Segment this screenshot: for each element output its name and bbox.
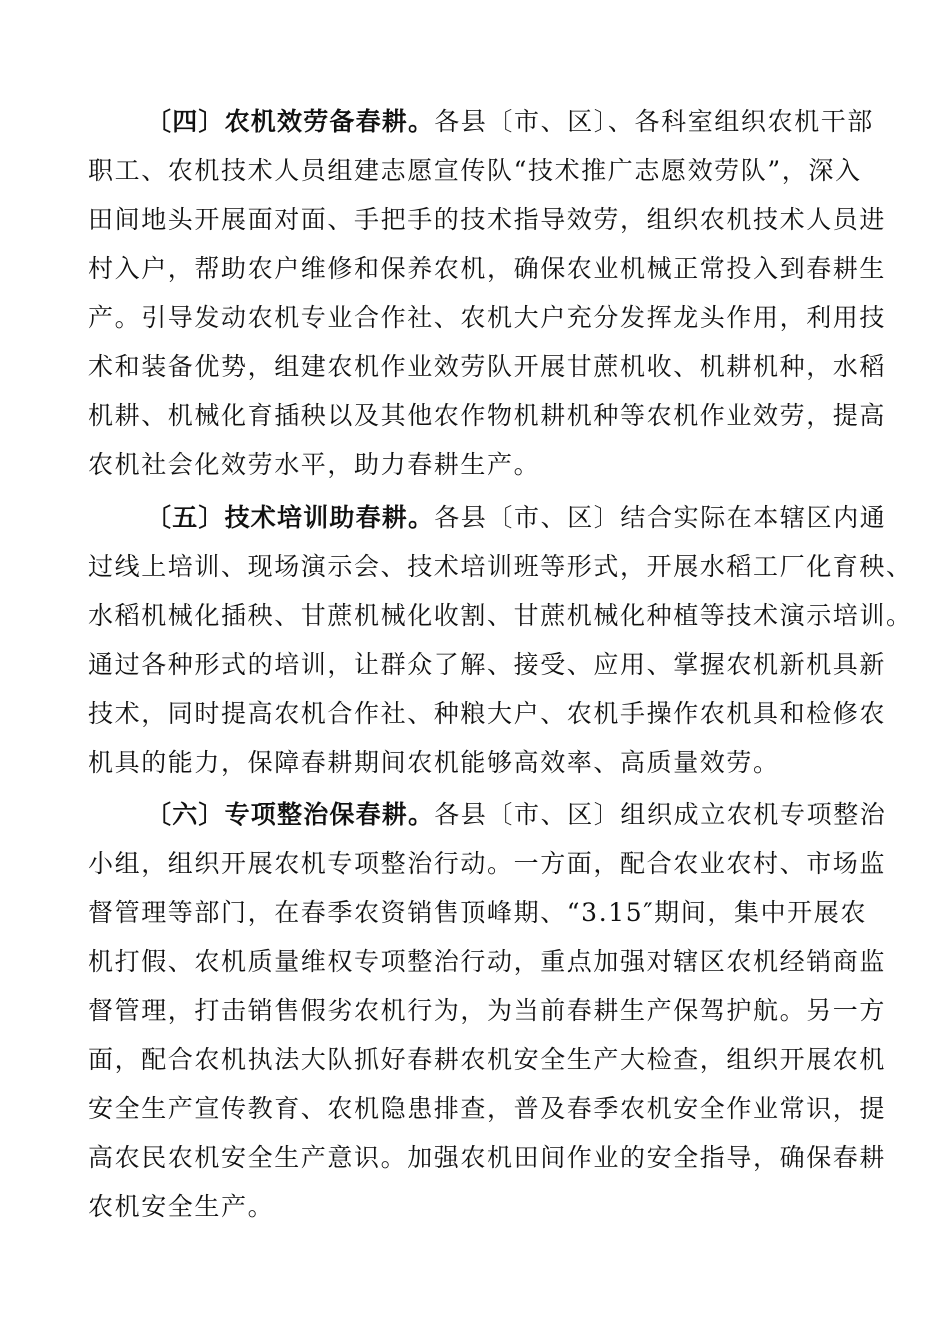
paragraph-5-line-1-text: 各县〔市、区〕结合实际在本辖区内通: [434, 503, 887, 532]
paragraph-5-line-6: 机具的能力，保障春耕期间农机能够高效率、高质量效劳。: [88, 748, 780, 777]
paragraph-4-line-3: 田间地头开展面对面、手把手的技术指导效劳，组织农机技术人员进: [88, 205, 887, 234]
paragraph-5-line-3: 水稻机械化插秧、甘蔗机械化收割、甘蔗机械化种植等技术演示培训。: [88, 601, 913, 630]
paragraph-4-line-6: 术和装备优势，组建农机作业效劳队开展甘蔗机收、机耕机种，水稻: [88, 352, 887, 381]
paragraph-6-line-4: 机打假、农机质量维权专项整治行动，重点加强对辖区农机经销商监: [88, 947, 887, 976]
paragraph-4-line-1-text: 各县〔市、区〕、各科室组织农机干部: [434, 107, 874, 136]
paragraph-6-heading: 〔六〕专项整治保春耕。: [146, 800, 435, 829]
paragraph-6-line-6: 面，配合农机执法大队抓好春耕农机安全生产大检查，组织开展农机: [88, 1045, 887, 1074]
paragraph-6-line-7: 安全生产宣传教育、农机隐患排查，普及春季农机安全作业常识，提: [88, 1094, 887, 1123]
paragraph-5-line-2: 过线上培训、现场演示会、技术培训班等形式，开展水稻工厂化育秧、: [88, 552, 913, 581]
paragraph-4-heading: 〔四〕农机效劳备春耕。: [146, 107, 435, 136]
paragraph-4-line-2: 职工、农机技术人员组建志愿宣传队“技术推广志愿效劳队”，深入: [88, 156, 862, 185]
paragraph-4-line-5: 产。引导发动农机专业合作社、农机大户充分发挥龙头作用，利用技: [88, 303, 887, 332]
paragraph-4-line-8: 农机社会化效劳水平，助力春耕生产。: [88, 450, 541, 479]
paragraph-6-line-5: 督管理，打击销售假劣农机行为，为当前春耕生产保驾护航。另一方: [88, 996, 887, 1025]
paragraph-6: [88, 790, 887, 1231]
paragraph-4-line-4: 村入户，帮助农户维修和保养农机，确保农业机械正常投入到春耕生: [88, 254, 887, 283]
paragraph-6-line-9: 农机安全生产。: [88, 1192, 275, 1221]
paragraph-6-line-3: 督管理等部门，在春季农资销售顶峰期、“3.15″期间，集中开展农: [88, 898, 867, 927]
paragraph-5-heading: 〔五〕技术培训助春耕。: [146, 503, 435, 532]
paragraph-4-line-7: 机耕、机械化育插秧以及其他农作物机耕机种等农机作业效劳，提高: [88, 401, 887, 430]
paragraph-4: [88, 97, 887, 489]
paragraph-5: [88, 493, 913, 787]
paragraph-6-line-1-text: 各县〔市、区〕组织成立农机专项整治: [434, 800, 887, 829]
paragraph-5-line-4: 通过各种形式的培训，让群众了解、接受、应用、掌握农机新机具新: [88, 650, 887, 679]
paragraph-6-line-1: [88, 790, 887, 839]
paragraph-4-line-1: [88, 97, 874, 146]
paragraph-6-line-2: 小组，组织开展农机专项整治行动。一方面，配合农业农村、市场监: [88, 849, 887, 878]
paragraph-6-line-8: 高农民农机安全生产意识。加强农机田间作业的安全指导，确保春耕: [88, 1143, 887, 1172]
paragraph-5-line-5: 技术，同时提高农机合作社、种粮大户、农机手操作农机具和检修农: [88, 699, 887, 728]
paragraph-5-line-1: [88, 493, 887, 542]
